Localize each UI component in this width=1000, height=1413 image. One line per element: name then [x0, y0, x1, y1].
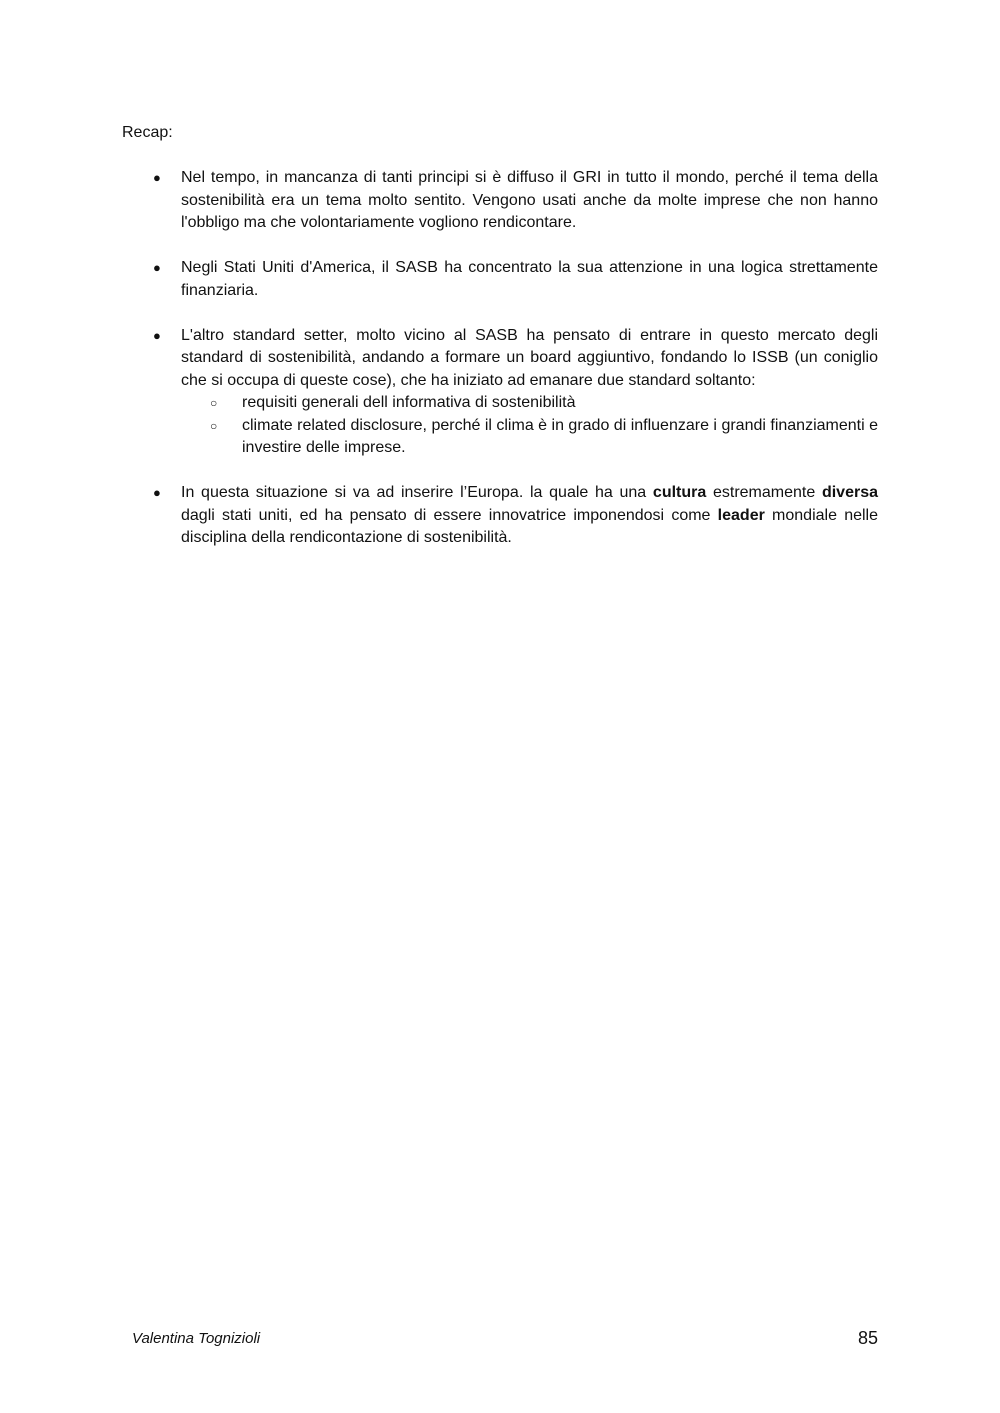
bullet-list [122, 167, 878, 572]
recap-heading: Recap: [122, 124, 173, 141]
sub-bullet-text: climate related disclosure, perché il clima è in grado di influenzare i grandi finanziamenti e investire delle imprese. [242, 416, 878, 456]
footer-author: Valentina Tognizioli [132, 1330, 261, 1347]
bullet-item [122, 325, 878, 460]
text-segment: estremamente [706, 484, 822, 501]
bullet-item [122, 167, 878, 235]
hollow-circle-icon: ○ [210, 418, 218, 433]
page-number: 85 [857, 1328, 878, 1348]
bold-term-cultura: cultura [652, 484, 707, 501]
bullet-text [181, 484, 878, 546]
bullet-text: Nel tempo, in mancanza di tanti principi si è diffuso il GRI in tutto il mondo, perché il tema della sostenibilità era un tema molto sentito. Vengono usati anche da molte imprese che non hanno l'obbligo ma che volontariamente vogliono rendicontare. [181, 169, 878, 231]
sub-bullet-list [181, 392, 878, 460]
bullet-text: Negli Stati Uniti d'America, il SASB ha concentrato la sua attenzione in una logica strettamente finanziaria. [181, 259, 878, 299]
text-segment: mondiale nelle disciplina della rendicontazione di sostenibilità. [181, 506, 878, 546]
sub-bullet-item [181, 392, 878, 415]
sub-bullet-text: requisiti generali dell informativa di sostenibilità [242, 394, 576, 411]
bullet-dot-icon: ● [153, 327, 161, 343]
bullet-text: L'altro standard setter, molto vicino al SASB ha pensato di entrare in questo mercato degli standard di sostenibilità, andando a formare un board aggiuntivo, fondando lo ISSB (un coniglio che si occupa di queste cose), che ha iniziato ad emanare due standard soltanto: [181, 326, 878, 389]
bold-term-diversa: diversa [821, 484, 878, 501]
bullet-dot-icon: ● [153, 170, 161, 185]
bold-term-leader: leader [717, 506, 765, 524]
bullet-item [122, 257, 878, 302]
bullet-dot-icon: ● [153, 485, 161, 500]
bullet-dot-icon: ● [153, 260, 161, 275]
hollow-circle-icon: ○ [210, 396, 218, 410]
sub-bullet-item [181, 415, 878, 460]
text-segment: In questa situazione si va ad inserire l’Europa. la quale ha una [181, 484, 653, 501]
bullet-item [122, 482, 878, 550]
text-segment: dagli stati uniti, ed ha pensato di essere innovatrice imponendosi come [181, 506, 718, 524]
